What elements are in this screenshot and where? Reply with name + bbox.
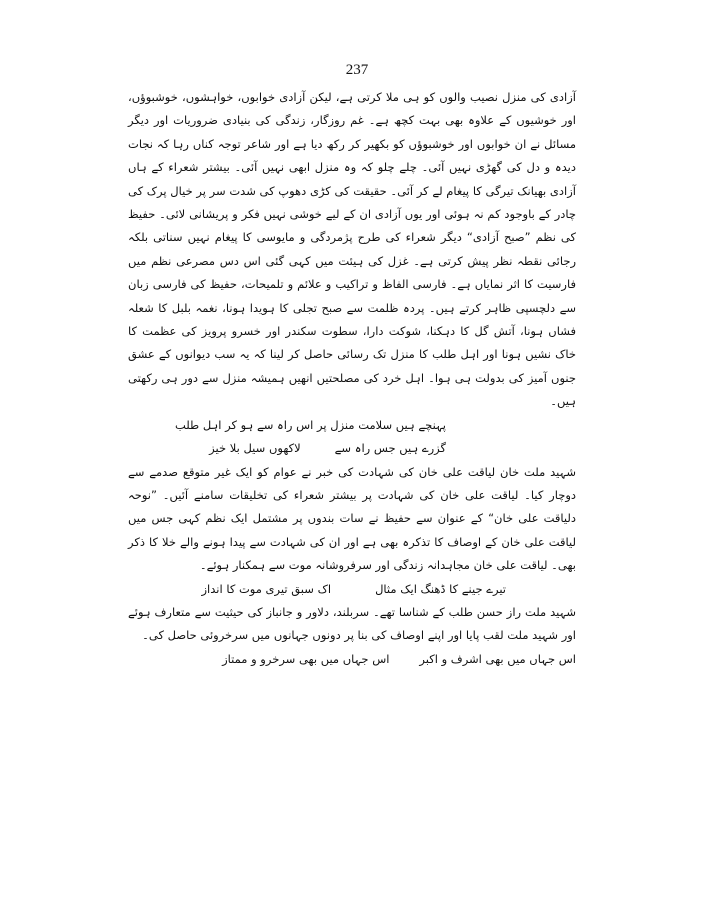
verse-1-line-2-first: گزرے ہیں جس راہ سے (334, 441, 446, 456)
verse-1-line-1 (128, 414, 576, 437)
verse-1-line-1-text: پہنچے ہیں سلامت منزل پر اس راہ سے ہو کر اہل طلب (174, 417, 446, 432)
verse-3-first: اس جہاں میں بھی اشرف و اکبر (419, 651, 576, 666)
paragraph-1: آزادی کی منزل نصیب والوں کو ہی ملا کرتی ہے، لیکن آزادی خوابوں، خواہشوں، خوشبوؤں، اور خوشیوں کے علاوہ بھی بہت کچھ ہے۔ غم روزگار، زندگی کی بنیادی ضروریات اور دیگر مسائل نے ان خوابوں اور خوشبوؤں کو بکھیر کر رکھ دیا ہے اور شاعر توجہ کناں رہا کہ نجات دیدہ و دل کی گھڑی نہیں آئی۔ چلے چلو کہ وہ منزل ابھی نہیں آئی۔ بیشتر شعراء کے ہاں آزادی بھیانک تیرگی کا پیغام لے کر آئی۔ حقیقت کی کڑی دھوپ کی شدت سر پر خیال پرک کی چادر کے باوجود کم نہ ہوئی اور یوں آزادی ان کے لیے خوشی نہیں فکر و پریشانی لائی۔ حفیظ کی نظم ”صبح آزادی“ دیگر شعراء کی طرح پژمردگی و مایوسی کا پیغام نہیں سناتی بلکہ رجائی نقطہ نظر پیش کرتی ہے۔ غزل کی ہیئت میں کہی گئی اس دس مصرعی نظم میں فارسیت کا اثر نمایاں ہے۔ فارسی الفاظ و تراکیب و علائم و تلمیحات، حفیظ کی فارسی زبان سے دلچسپی ظاہر کرتے ہیں۔ پردہ ظلمت سے صبح تجلی کا ہویدا ہونا، نغمہ بلبل کا شعلہ فشاں ہونا، آتش گل کا دہکنا، شوکت دارا، سطوت سکندر اور خسرو پرویز کی عظمت کا خاک نشیں ہونا اور اہل طلب کا منزل تک رسائی حاصل کر لینا کہ یہ سب دیوانوں کے عشق جنوں آمیز کی بدولت ہی ہوا۔ اہل خرد کی مصلحتیں انھیں ہمیشہ منزل سے دور ہی رکھتی ہیں۔ (128, 90, 576, 409)
verse-3 (128, 648, 576, 671)
page-number: 237 (345, 62, 369, 78)
verse-3-second: اس جہاں میں بھی سرخرو و ممتاز (222, 651, 390, 666)
paragraph-3: شہید ملت راز حسن طلب کے شناسا تھے۔ سربلند، دلاور و جانباز کی حیثیت سے متعارف ہوئے اور شہید ملت لقب پایا اور اپنے اوصاف کی بنا پر دونوں جہانوں میں سرخروئی حاصل کی۔ (128, 604, 576, 643)
paragraph-2: شہید ملت خان لیاقت علی خان کی شہادت کی خبر نے عوام کو ایک غیر متوقع صدمے سے دوچار کیا۔ لیاقت علی خان کی شہادت پر بیشتر شعراء کی تخلیقات سامنے آئیں۔ ”نوحہ دلیاقت علی خان“ کے عنوان سے حفیظ نے سات بندوں پر مشتمل ایک نظم کہی جس میں لیاقت علی خان کے اوصاف کا تذکرہ بھی ہے اور ان کی شہادت سے پیدا ہونے والے خلا کا ذکر بھی۔ لیاقت علی خان مجاہدانہ زندگی اور سرفروشانہ موت سے ہمکنار ہوئے۔ (128, 464, 576, 573)
page-body (128, 86, 576, 671)
verse-2 (128, 578, 576, 601)
verse-2-first: تیرے جینے کا ڈھنگ ایک مثال (375, 581, 506, 596)
verse-1-line-2 (128, 437, 576, 460)
verse-2-second: اک سبق تیری موت کا انداز (201, 581, 332, 596)
verse-1-line-2-second: لاکھوں سیل بلا خیز (209, 441, 301, 456)
